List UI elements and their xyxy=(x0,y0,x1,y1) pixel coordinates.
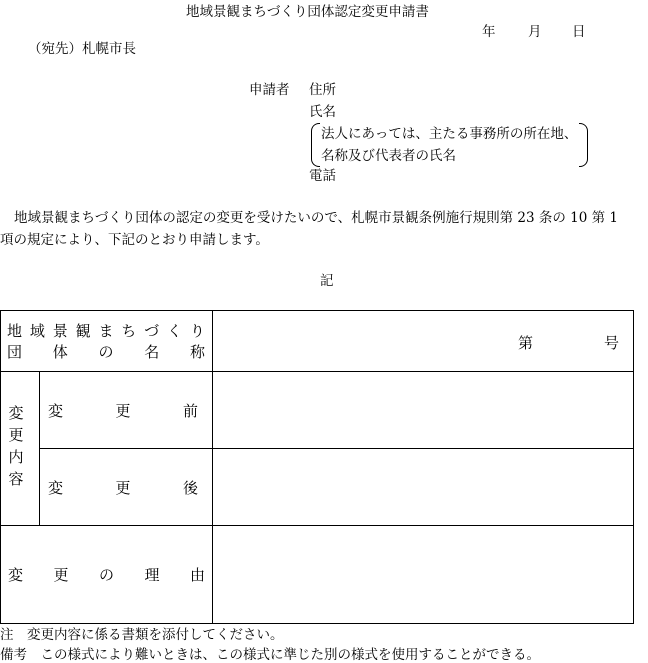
footer-remarks: 備考 この様式により難いときは、この様式に準じた別の様式を使用することができる。 xyxy=(0,647,540,663)
phone-label: 電話 xyxy=(309,168,336,184)
number-go: 号 xyxy=(604,334,620,352)
after-change-value xyxy=(213,449,633,525)
applicant-label: 申請者 xyxy=(249,82,290,98)
ki-heading: 記 xyxy=(320,273,334,289)
after-change-label: 変 更 後 xyxy=(48,479,198,497)
corporate-note-line2: 名称及び代表者の氏名 xyxy=(321,148,456,164)
change-reason-value xyxy=(213,526,633,623)
addressee: （宛先）札幌市長 xyxy=(28,41,136,57)
change-reason-label: 変 更 の 理 由 xyxy=(8,566,205,584)
name-label: 氏名 xyxy=(309,104,336,120)
change-content-label: 変更内容 xyxy=(8,404,24,488)
left-bracket xyxy=(311,123,320,167)
body-text-line2: 項の規定により、下記のとおり申請します。 xyxy=(0,232,269,248)
date-month: 月 xyxy=(528,24,542,40)
address-label: 住所 xyxy=(309,82,336,98)
body-text-line1: 地域景観まちづくり団体の認定の変更を受けたいので、札幌市景観条例施行規則第 23 条の 10 第 1 xyxy=(14,210,618,226)
before-change-label: 変 更 前 xyxy=(48,402,198,420)
group-name-label-line1: 地 域 景 観 ま ち づ く り xyxy=(7,322,205,340)
before-change-value xyxy=(213,372,633,448)
right-bracket xyxy=(579,123,588,167)
date-year: 年 xyxy=(482,24,496,40)
group-name-label-line2: 団 体 の 名 称 xyxy=(7,343,205,361)
corporate-note-line1: 法人にあっては、主たる事務所の所在地、 xyxy=(321,126,578,142)
document-title: 地域景観まちづくり団体認定変更申請書 xyxy=(186,4,429,20)
number-dai: 第 xyxy=(518,334,534,352)
date-day: 日 xyxy=(572,24,586,40)
footer-note: 注 変更内容に係る書類を添付してください。 xyxy=(0,627,284,643)
